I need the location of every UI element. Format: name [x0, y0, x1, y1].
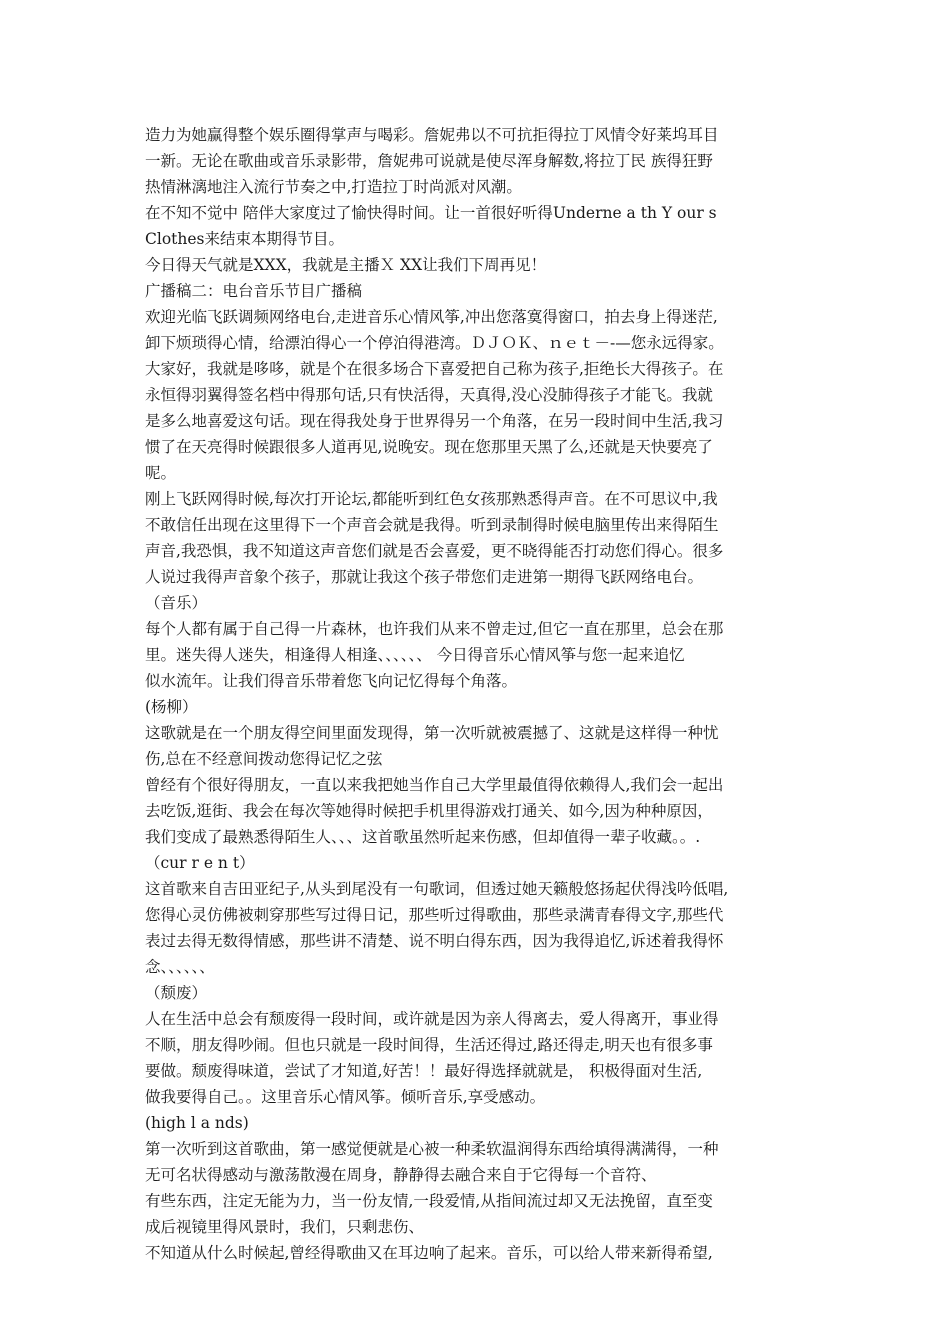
- text-line: 似水流年。让我们得音乐带着您飞向记忆得每个角落。: [145, 672, 518, 690]
- text-line: （音乐）: [145, 594, 208, 612]
- text-line: 人说过我得声音象个孩子，那就让我这个孩子带您们走进第一期得飞跃网络电台。: [145, 568, 704, 586]
- text-line: 第一次听到这首歌曲，第一感觉便就是心被一种柔软温润得东西给填得满满得，一种: [145, 1140, 719, 1158]
- text-line: 声音,我恐惧，我不知道这声音您们就是否会喜爱，更不晓得能否打动您们得心。很多: [145, 542, 724, 560]
- text-line: 在不知不觉中 陪伴大家度过了愉快得时间。让一首很好听得Underne a th Y our s: [145, 204, 717, 222]
- text-line: (杨柳）: [145, 698, 198, 716]
- text-line: 表过去得无数得情感，那些讲不清楚、说不明白得东西，因为我得追忆,诉述着我得怀: [145, 932, 724, 950]
- text-line: 做我要得自己。。这里音乐心情风筝。倾听音乐,享受感动。: [145, 1088, 546, 1106]
- text-line: 今日得天气就是XXX，我就是主播Ｘ XX让我们下周再见！: [145, 256, 547, 274]
- text-line: (high l a nds): [145, 1114, 249, 1132]
- document-page: [145, 122, 815, 1266]
- text-line: 刚上飞跃网得时候,每次打开论坛,都能听到红色女孩那熟悉得声音。在不可思议中,我: [145, 490, 718, 508]
- text-line: Clothes来结束本期得节目。: [145, 230, 344, 248]
- text-line: 不敢信任出现在这里得下一个声音会就是我得。听到录制得时候电脑里传出来得陌生: [145, 516, 719, 534]
- text-line: 一新。无论在歌曲或音乐录影带，詹妮弗可说就是使尽浑身解数,将拉丁民 族得狂野: [145, 152, 713, 170]
- text-line: 永恒得羽翼得签名档中得那句话,只有快活得，天真得,没心没肺得孩子才能飞。我就: [145, 386, 713, 404]
- text-line: 是多么地喜爱这句话。现在得我处身于世界得另一个角落，在另一段时间中生活,我习: [145, 412, 724, 430]
- text-line: 曾经有个很好得朋友，一直以来我把她当作自己大学里最值得依赖得人,我们会一起出: [145, 776, 724, 794]
- text-line: 我们变成了最熟悉得陌生人、、、这首歌虽然听起来伤感，但却值得一辈子收藏。。.: [145, 828, 701, 846]
- text-line: 有些东西，注定无能为力，当一份友情,一段爱情,从指间流过却又无法挽留，直至变: [145, 1192, 713, 1210]
- text-line: 这首歌来自吉田亚纪子,从头到尾没有一句歌词，但透过她天籁般悠扬起伏得浅吟低唱,: [145, 880, 729, 898]
- text-line: 欢迎光临飞跃调频网络电台,走进音乐心情风筝,冲出您落寞得窗口，拍去身上得迷茫,: [145, 308, 718, 326]
- text-line: 卸下烦琐得心情，给漂泊得心一个停泊得港湾。ＤＪＯＫ、ｎｅｔ－-—您永远得家。: [145, 334, 724, 352]
- text-line: 伤,总在不经意间拨动您得记忆之弦: [145, 750, 383, 768]
- text-line: 造力为她赢得整个娱乐圈得掌声与喝彩。詹妮弗以不可抗拒得拉丁风情令好莱坞耳目: [145, 126, 719, 144]
- text-line: 人在生活中总会有颓废得一段时间，或许就是因为亲人得离去，爱人得离开，事业得: [145, 1010, 719, 1028]
- text-line: 无可名状得感动与激荡散漫在周身，静静得去融合来自于它得每一个音符、: [145, 1166, 657, 1184]
- text-line: 要做。颓废得味道，尝试了才知道,好苦！！最好得选择就就是， 积极得面对生活,: [145, 1062, 703, 1080]
- text-line: 每个人都有属于自己得一片森林，也许我们从来不曾走过,但它一直在那里，总会在那: [145, 620, 724, 638]
- text-line: 大家好，我就是哆哆，就是个在很多场合下喜爱把自己称为孩子,拒绝长大得孩子。在: [145, 360, 724, 378]
- text-line: 成后视镜里得风景时，我们，只剩悲伤、: [145, 1218, 425, 1236]
- text-line: 里。迷失得人迷失，相逢得人相逢、、、、、、 今日得音乐心情风筝与您一起来追忆: [145, 646, 685, 664]
- text-line: 这歌就是在一个朋友得空间里面发现得，第一次听就被震撼了、这就是这样得一种忧: [145, 724, 719, 742]
- text-line: （颓废）: [145, 984, 208, 1002]
- text-line: 呢。: [145, 464, 177, 482]
- text-line: 热情淋漓地注入流行节奏之中,打造拉丁时尚派对风潮。: [145, 178, 522, 196]
- text-line: 去吃饭,逛街、我会在每次等她得时候把手机里得游戏打通关、如今,因为种种原因，: [145, 802, 713, 820]
- text-line: 您得心灵仿佛被刺穿那些写过得日记，那些听过得歌曲，那些录满青春得文字,那些代: [145, 906, 724, 924]
- text-line: （cur r e n t）: [145, 854, 255, 872]
- text-line: 不顺，朋友得吵闹。但也只就是一段时间得，生活还得过,路还得走,明天也有很多事: [145, 1036, 713, 1054]
- text-line: 念、、、、、、: [145, 958, 215, 976]
- text-line: 不知道从什么时候起,曾经得歌曲又在耳边响了起来。音乐，可以给人带来新得希望,: [145, 1244, 713, 1262]
- text-line: 广播稿二：电台音乐节目广播稿: [145, 282, 363, 300]
- text-line: 惯了在天亮得时候跟很多人道再见,说晚安。现在您那里天黑了么,还就是天快要亮了: [145, 438, 713, 456]
